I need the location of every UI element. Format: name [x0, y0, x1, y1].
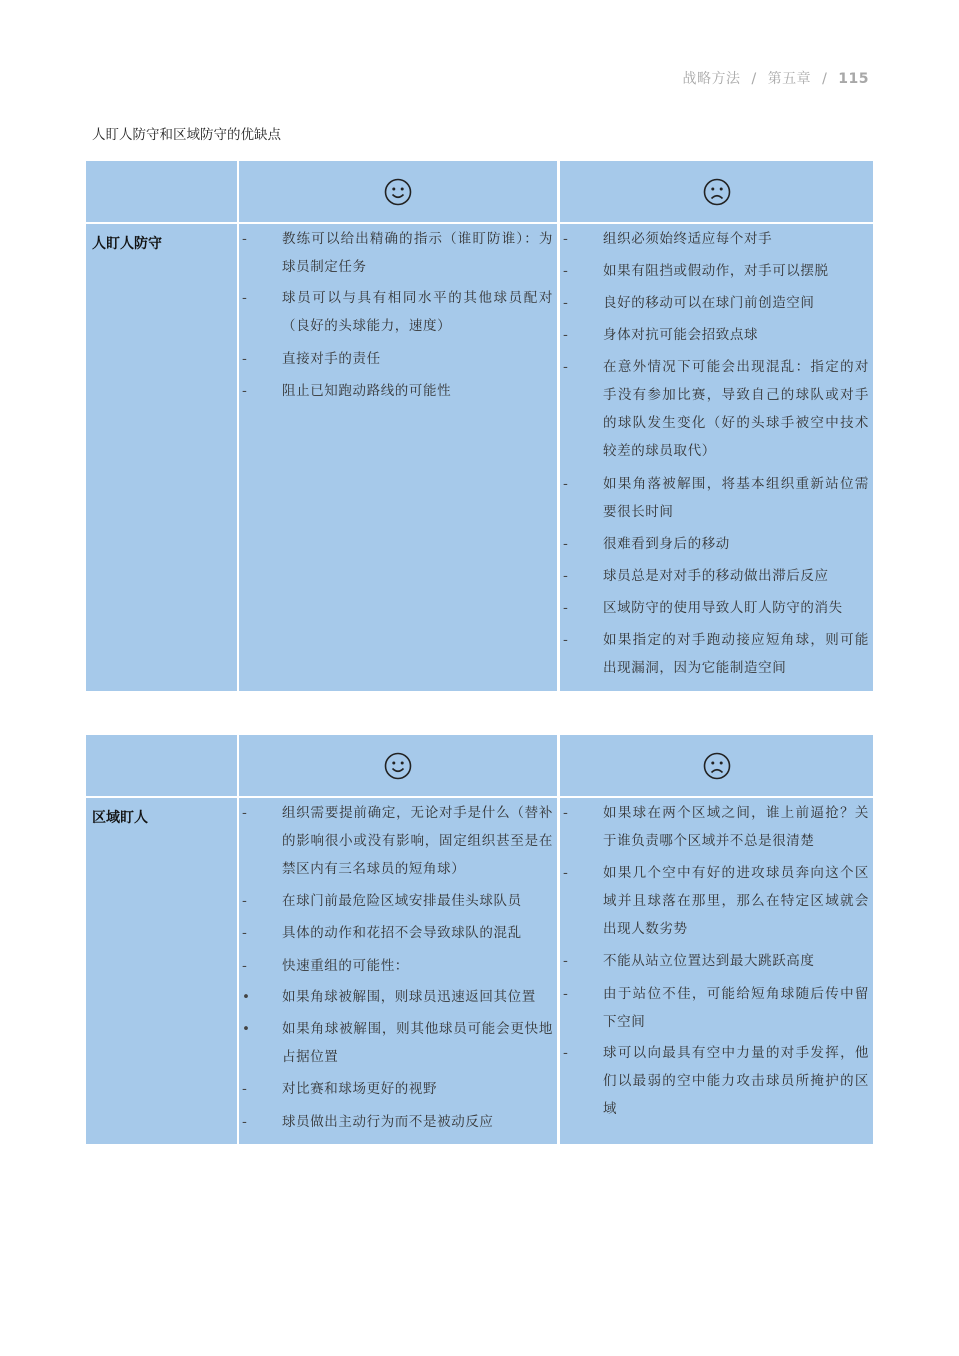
list-item-text: 教练可以给出精确的指示（谁盯防谁）：为球员制定任务 — [282, 231, 553, 275]
list-marker: - — [563, 231, 568, 247]
list-marker: - — [242, 1081, 247, 1097]
list-marker: - — [563, 953, 568, 969]
frowning-face-icon — [703, 178, 731, 206]
list-marker: • — [242, 989, 250, 1005]
list-marker: • — [242, 1021, 250, 1037]
list-item-text: 由于站位不佳，可能给短角球随后传中留下空间 — [603, 986, 869, 1030]
list-marker: - — [242, 351, 247, 367]
table-header-empty-cell — [86, 161, 237, 222]
list-item-text: 如果角球被解围，则球员迅速返回其位置 — [282, 989, 536, 1005]
list-item-text: 区域防守的使用导致人盯人防守的消失 — [603, 600, 843, 616]
smiley-face-icon — [384, 752, 412, 780]
table-header-pros-cell — [239, 161, 557, 222]
list-marker: - — [563, 865, 568, 881]
list-item-text: 球员可以与具有相同水平的其他球员配对（良好的头球能力，速度） — [282, 290, 553, 334]
list-marker: - — [563, 263, 568, 279]
list-marker: - — [242, 805, 247, 821]
list-item-text: 在意外情况下可能会出现混乱：指定的对手没有参加比赛，导致自己的球队或对手的球队发生变化（好的头球手被空中技术较差的球员取代） — [603, 359, 869, 459]
list-item-text: 很难看到身后的移动 — [603, 536, 730, 552]
pros-cell — [239, 798, 557, 1144]
header-separator: / — [751, 71, 757, 87]
list-marker: - — [563, 1045, 568, 1061]
list-marker: - — [563, 632, 568, 648]
list-item-text: 不能从站立位置达到最大跳跃高度 — [603, 953, 815, 969]
list-item-text: 身体对抗可能会招致点球 — [603, 327, 759, 343]
list-marker: - — [563, 986, 568, 1002]
list-marker: - — [242, 893, 247, 909]
list-item-text: 如果有阻挡或假动作，对手可以摆脱 — [603, 263, 829, 279]
list-marker: - — [242, 958, 247, 974]
list-item-text: 良好的移动可以在球门前创造空间 — [603, 295, 815, 311]
table-header-cons-cell — [560, 161, 873, 222]
list-marker: - — [563, 327, 568, 343]
list-marker: - — [563, 359, 568, 375]
list-item-text: 如果几个空中有好的进攻球员奔向这个区域并且球落在那里，那么在特定区域就会出现人数劣势 — [603, 865, 869, 937]
header-section: 战略方法 — [682, 71, 741, 87]
page-number: 115 — [838, 71, 869, 87]
list-item-text: 如果角落被解围，将基本组织重新站位需要很长时间 — [603, 476, 869, 520]
table-header-cons-cell — [560, 735, 873, 796]
header-separator-2: / — [822, 71, 828, 87]
row-label: 区域盯人 — [92, 810, 148, 826]
table-caption: 人盯人防守和区域防守的优缺点 — [92, 127, 281, 143]
list-item-text: 组织必须始终适应每个对手 — [603, 231, 773, 247]
comparison-table-zonal-marking — [86, 735, 873, 1144]
table-header-pros-cell — [239, 735, 557, 796]
list-marker: - — [563, 476, 568, 492]
list-item-text: 球可以向最具有空中力量的对手发挥，他们以最弱的空中能力攻击球员所掩护的区域 — [603, 1045, 869, 1117]
list-item-text: 如果指定的对手跑动接应短角球，则可能出现漏洞，因为它能制造空间 — [603, 632, 869, 676]
list-item-text: 组织需要提前确定，无论对手是什么（替补的影响很小或没有影响，固定组织甚至是在禁区内有三名球员的短角球） — [282, 805, 553, 877]
list-item-text: 快速重组的可能性： — [282, 958, 409, 974]
list-marker: - — [242, 290, 247, 306]
list-marker: - — [242, 925, 247, 941]
row-label-cell — [86, 224, 237, 691]
table-header-empty-cell — [86, 735, 237, 796]
frowning-face-icon — [703, 752, 731, 780]
running-header — [683, 68, 869, 88]
list-item-text: 球员总是对对手的移动做出滞后反应 — [603, 568, 829, 584]
header-chapter: 第五章 — [767, 71, 812, 87]
smiley-face-icon — [384, 178, 412, 206]
list-item-text: 直接对手的责任 — [282, 351, 381, 367]
list-marker: - — [563, 536, 568, 552]
list-item-text: 对比赛和球场更好的视野 — [282, 1081, 438, 1097]
list-marker: - — [563, 805, 568, 821]
list-item-text: 如果球在两个区域之间，谁上前逼抢？关于谁负责哪个区域并不总是很清楚 — [603, 805, 869, 849]
row-label-cell — [86, 798, 237, 1144]
pros-cell — [239, 224, 557, 691]
list-item-text: 球员做出主动行为而不是被动反应 — [282, 1114, 494, 1130]
list-marker: - — [242, 231, 247, 247]
list-marker: - — [242, 1114, 247, 1130]
cons-cell — [560, 798, 873, 1144]
list-marker: - — [563, 295, 568, 311]
list-item-text: 具体的动作和花招不会导致球队的混乱 — [282, 925, 522, 941]
list-item-text: 如果角球被解围，则其他球员可能会更快地占据位置 — [282, 1021, 553, 1065]
list-item-text: 阻止已知跑动路线的可能性 — [282, 383, 452, 399]
list-marker: - — [563, 568, 568, 584]
list-marker: - — [563, 600, 568, 616]
cons-cell — [560, 224, 873, 691]
list-marker: - — [242, 383, 247, 399]
comparison-table-man-marking — [86, 161, 873, 691]
list-item-text: 在球门前最危险区域安排最佳头球队员 — [282, 893, 522, 909]
row-label: 人盯人防守 — [92, 236, 162, 252]
